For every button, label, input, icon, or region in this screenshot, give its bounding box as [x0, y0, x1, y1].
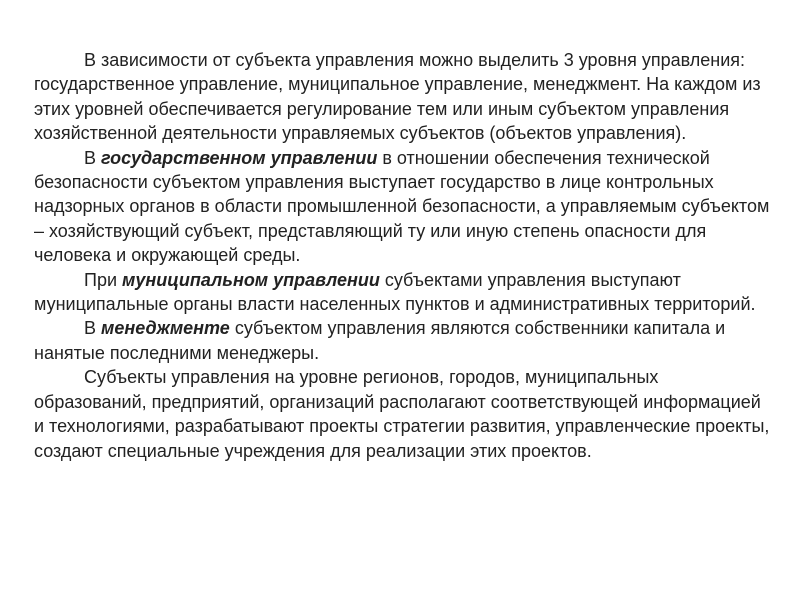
- emphasis-term: менеджменте: [101, 318, 230, 339]
- paragraph-state-management: [34, 146, 774, 268]
- paragraph-levels-intro: [34, 48, 774, 146]
- paragraph-management: [34, 316, 774, 365]
- paragraph-lead: В: [84, 147, 102, 168]
- paragraph-regional-subjects: [34, 365, 774, 463]
- paragraph-text: Субъекты управления на уровне регионов, городов, муниципальных образований, предприятий, организаций располагают соответствующей информацией и технологиями, разрабатывают проекты стратегии развития, управленческие проекты, создают специальные учреждения для реализации этих проектов.: [34, 367, 770, 461]
- emphasis-term: муниципальном управлении: [122, 269, 380, 290]
- paragraph-text: В зависимости от субъекта управления можно выделить 3 уровня управления: государственное управление, муниципальное управление, менеджмент. На каждом из этих уровней обеспечивается регулирование тем или иным субъектом управления хозяйственной деятельности управляемых субъектов (объектов управления).: [34, 50, 761, 144]
- paragraph-text: субъектами управления выступают муниципальные органы власти населенных пунктов и административных территорий.: [34, 269, 756, 315]
- emphasis-term: государственном управлении: [101, 147, 378, 168]
- paragraph-municipal-management: [34, 268, 774, 317]
- slide-text-block: [34, 48, 774, 463]
- paragraph-text: в отношении обеспечения технической безопасности субъектом управления выступает государство в лице контрольных надзорных органов в области промышленной безопасности, а управляемым субъектом – хозяйствующий субъект, представляющий ту или иную степень опасности для человека и окружающей среды.: [34, 147, 770, 266]
- paragraph-lead: При: [84, 269, 123, 290]
- paragraph-text: субъектом управления являются собственники капитала и нанятые последними менеджеры.: [34, 318, 726, 363]
- paragraph-lead: В: [84, 318, 102, 339]
